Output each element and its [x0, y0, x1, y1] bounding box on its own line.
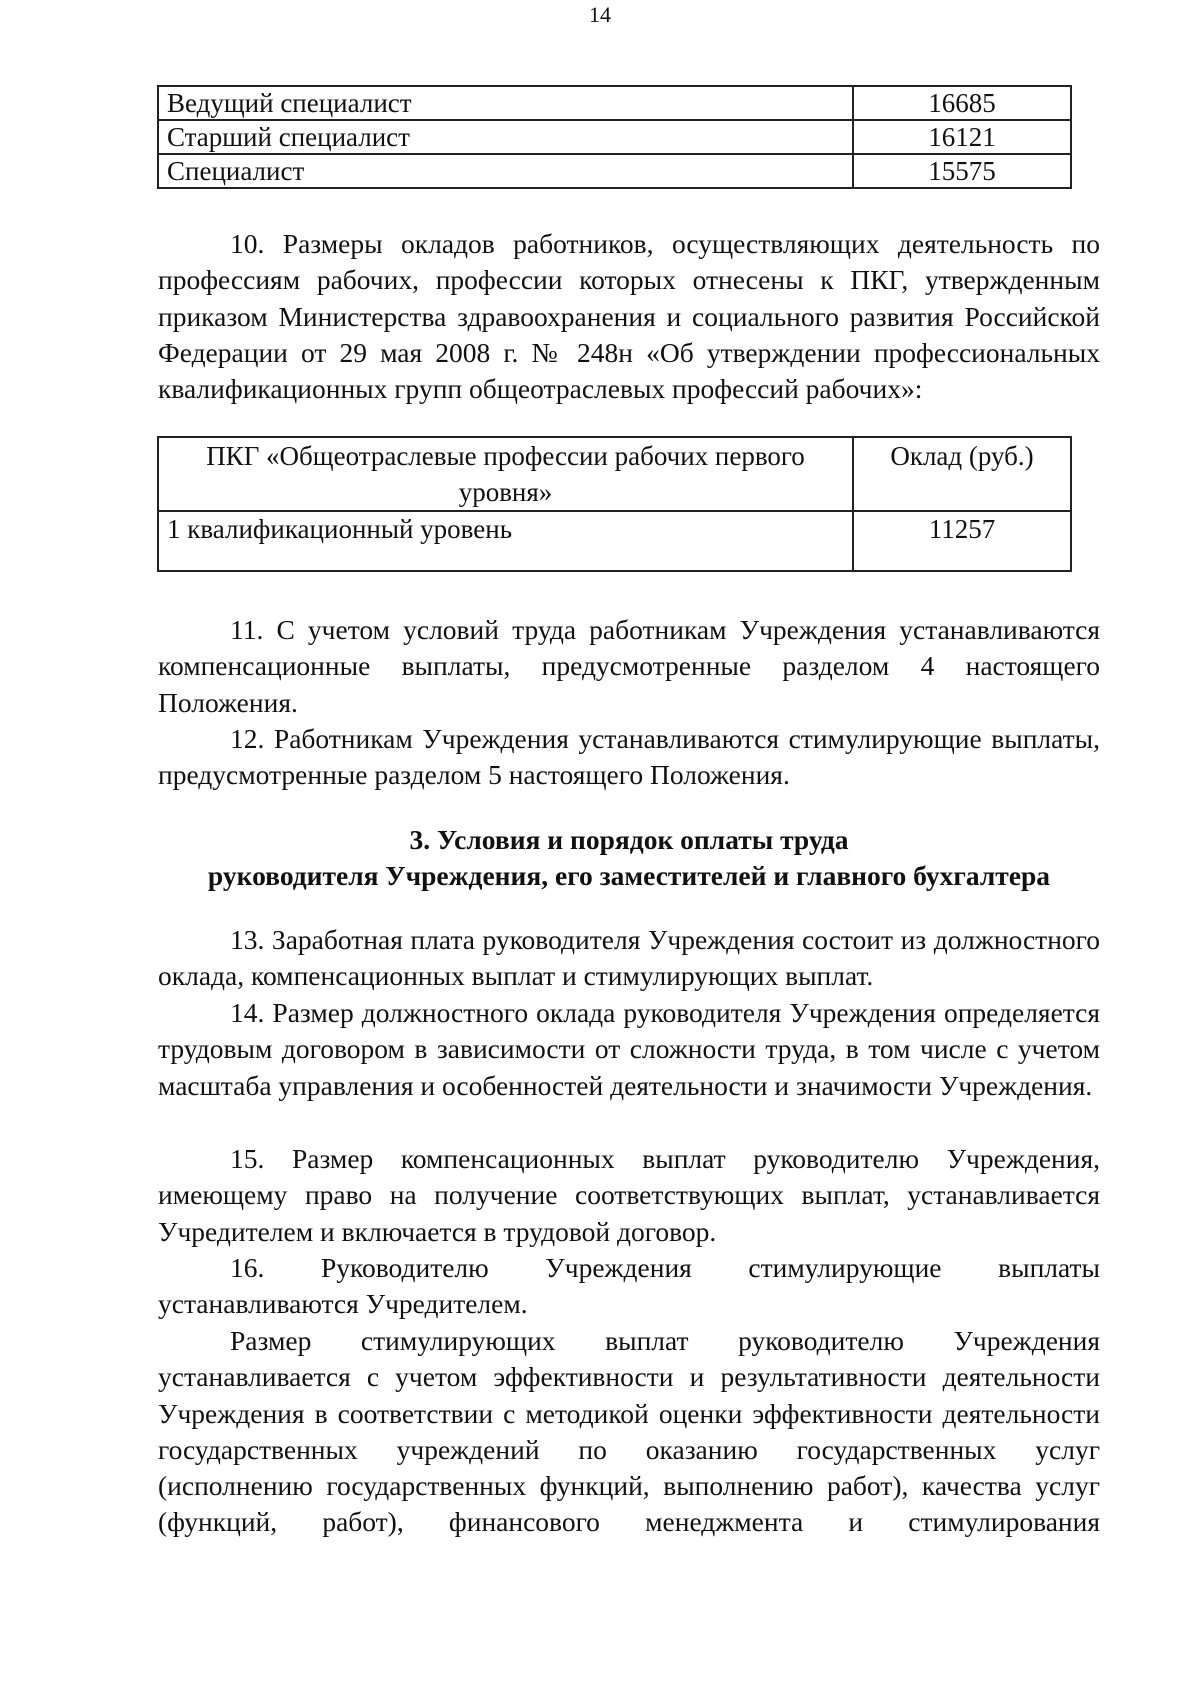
- table-row: [158, 511, 1071, 571]
- position-cell: Ведущий специалист: [158, 86, 853, 120]
- salary-table: [157, 85, 1072, 189]
- paragraph-16: 16. Руководителю Учреждения стимулирующие выплаты устанавливаются Учредителем.: [158, 1252, 1100, 1320]
- paragraph-10: 10. Размеры окладов работников, осуществляющих деятельность по профессиям рабочих, профессии которых отнесены к ПКГ, утвержденным приказом Министерства здравоохранения и социального развития Российской Федерации от 29 мая 2008 г. № 248н «Об утверждении профессиональных квалификационных групп общеотраслевых профессий рабочих»:: [158, 228, 1100, 405]
- table-row: [158, 120, 1071, 154]
- salary-cell: 15575: [853, 154, 1071, 188]
- salary-cell: 16121: [853, 120, 1071, 154]
- table-header-row: [158, 437, 1071, 511]
- paragraph-13: 13. Заработная плата руководителя Учреждения состоит из должностного оклада, компенсационных выплат и стимулирующих выплат.: [158, 924, 1100, 992]
- salary-cell: 11257: [853, 511, 1071, 571]
- position-cell: Специалист: [158, 154, 853, 188]
- table-row: [158, 154, 1071, 188]
- pkg-group-header: ПКГ «Общеотраслевые профессии рабочих первого уровня»: [158, 437, 853, 511]
- paragraph-11: 11. С учетом условий труда работникам Учреждения устанавливаются компенсационные выплаты, предусмотренные разделом 4 настоящего Положения.: [158, 614, 1100, 718]
- pkg-table: [157, 436, 1072, 572]
- qualification-level-cell: 1 квалификационный уровень: [158, 511, 853, 571]
- salary-header: Оклад (руб.): [853, 437, 1071, 511]
- paragraph-15: 15. Размер компенсационных выплат руководителю Учреждения, имеющему право на получение соответствующих выплат, устанавливается Учредителем и включается в трудовой договор.: [158, 1143, 1100, 1247]
- paragraph-12: 12. Работникам Учреждения устанавливаются стимулирующие выплаты, предусмотренные разделом 5 настоящего Положения.: [158, 723, 1100, 791]
- table-row: [158, 86, 1071, 120]
- section-title-line-1: 3. Условия и порядок оплаты труда: [409, 824, 849, 855]
- section-title-line-2: руководителя Учреждения, его заместителей и главного бухгалтера: [207, 860, 1051, 891]
- paragraph-14: 14. Размер должностного оклада руководителя Учреждения определяется трудовым договором в зависимости от сложности труда, в том числе с учетом масштаба управления и особенностей деятельности и значимости Учреждения.: [158, 997, 1100, 1101]
- page-number: 14: [589, 2, 611, 27]
- salary-cell: 16685: [853, 86, 1071, 120]
- paragraph-17: Размер стимулирующих выплат руководителю Учреждения устанавливается с учетом эффективности и результативности деятельности Учреждения в соответствии с методикой оценки эффективности деятельности государственных учреждений по оказанию государственных услуг (исполнению государственных функций, выполнению работ), качества услуг (функций, работ), финансового менеджмента и стимулирования: [158, 1325, 1100, 1538]
- position-cell: Старший специалист: [158, 120, 853, 154]
